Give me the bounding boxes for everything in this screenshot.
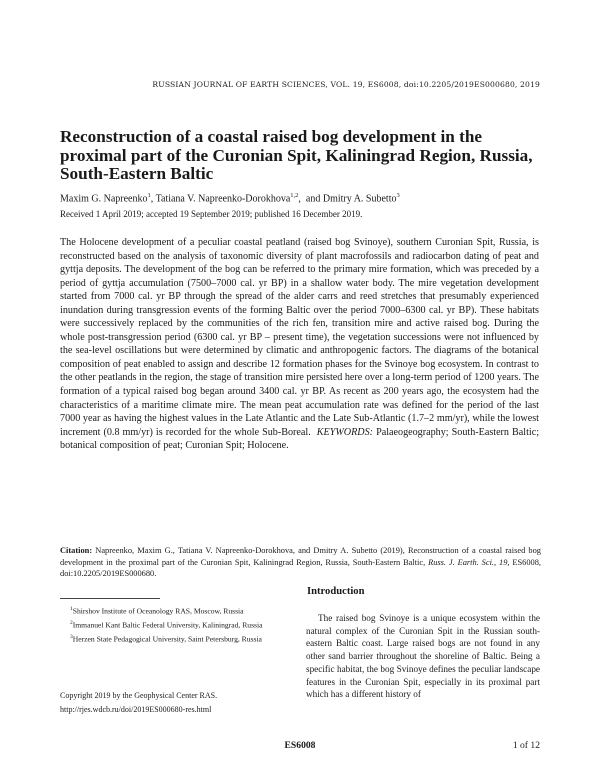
copyright-text: Copyright 2019 by the Geophysical Center RAS.	[60, 691, 218, 700]
author-affiliation-mark: 3	[396, 192, 400, 199]
citation-tail: ES6008, doi:10.2205/2019ES000680.	[60, 557, 542, 579]
footnote	[60, 632, 294, 645]
author-conjunction: and	[305, 193, 321, 205]
footnote	[60, 618, 294, 631]
footnote	[60, 604, 294, 617]
introduction-text: The raised bog Svinoye is a unique ecosystem within the natural complex of the Curonian Spit in the Russian south-eastern Baltic coast. Large raised bogs are not found in any other sand barrier throughout the shoreline of Baltic. Being a specific habitat, the bog Svinoye defines the peculiar landscape features in the Curonian Spit, especially in its proximal part which has a different history of	[306, 613, 540, 700]
received-dates: Received 1 April 2019; accepted 19 September 2019; published 16 December 2019.	[60, 209, 363, 219]
footnote-mark: 1	[70, 606, 73, 612]
abstract-text: The Holocene development of a peculiar coastal peatland (raised bog Svinoye), southern Curonian Spit, Russia, is reconstructed based on the analysis of taxonomic diversity of plant macrofossils and radiocarbon dating of peat and gyttja deposits. The development of the bog can be referred to the primary mire formation, which was preceded by a period of gyttja accumulation (7500–7000 cal. yr BP) in a shallow water body. The mire vegetation development started from 7000 cal. yr BP through the spread of the alder carrs and reed stretches that presumably experienced inundation during transgression events of the forming Baltic over the period 7000–6300 cal. yr BP). These habitats were successively replaced by the communities of the rich fen, transition mire and active raised bog. During the whole post-transgression period (6300 cal. yr BP – present time), the vegetation successions were not influenced by the sea-level oscillations but were determined by climatic and anthropogenic factors. The diagrams of the botanical composition of peat enabled to assign and describe 12 formation phases for the Svinoye bog ecosystem. In contrast to the other peatlands in the region, the stage of transition mire persisted here over a long-term period of 1200 years. The formation of a typical raised bog began around 3400 cal. yr BP. As recent as 200 years ago, the ecosystem had the characteristics of a maritime climate mire. The mean peat accumulation rate was defined for the period of the last 7000 year as having the highest values in the Late Atlantic and the Late Sub-Atlantic (1.7–2 mm/yr), while the lowest increment (0.8 mm/yr) is recorded for the whole Sub-Boreal.	[60, 237, 539, 438]
footnote-text: Herzen State Pedagogical University, Saint Petersburg, Russia	[72, 634, 262, 644]
author-name: Tatiana V. Napreenko-Dorokhova	[155, 193, 291, 205]
running-head: RUSSIAN JOURNAL OF EARTH SCIENCES, VOL. 19, ES6008, doi:10.2205/2019ES000680, 2019	[152, 80, 540, 89]
footnote-text: Shirshov Institute of Oceanology RAS, Moscow, Russia	[72, 606, 244, 616]
author-affiliation-mark: 1,2	[290, 192, 299, 199]
paper-title: Reconstruction of a coastal raised bog development in the proximal part of the Curonian Spit, Kaliningrad Region, Russia, South-Eastern Baltic	[60, 127, 533, 183]
section-heading-introduction: Introduction	[307, 586, 365, 597]
citation-journal: Russ. J. Earth. Sci., 19,	[428, 557, 510, 567]
footnote-rule	[60, 598, 160, 599]
abstract	[60, 236, 539, 453]
copyright-block	[60, 689, 300, 717]
author-separator: ,	[150, 193, 154, 205]
author-affiliation-mark: 1	[147, 192, 151, 199]
keywords-label: KEYWORDS:	[316, 426, 374, 438]
keywords-text: Palaeogeography; South-Eastern Baltic; botanical composition of peat; Curonian Spit; Holocene.	[60, 426, 540, 452]
author-name: Dmitry A. Subetto	[322, 193, 397, 205]
footer-page-number: 1 of 12	[512, 740, 540, 751]
footnote-mark: 2	[70, 619, 73, 626]
author-list	[60, 192, 550, 204]
citation-text: Napreenko, Maxim G., Tatiana V. Napreenko-Dorokhova, and Dmitry A. Subetto (2019), Reconstruction of a coastal raised bog development in the proximal part of the Curonian Spit, Kaliningrad Region, Russia, South-Eastern Baltic,	[60, 546, 541, 567]
footer-article-id: ES6008	[284, 740, 316, 751]
author-separator: ,	[298, 193, 301, 205]
citation	[60, 545, 541, 580]
article-url[interactable]: http://rjes.wdcb.ru/doi/2019ES000680-res.html	[60, 705, 212, 714]
citation-label: Citation:	[60, 546, 93, 555]
author-name: Maxim G. Napreenko	[60, 193, 148, 205]
affiliation-footnotes	[60, 604, 294, 646]
footnote-text: Immanuel Kant Baltic Federal University, Kaliningrad, Russia	[72, 620, 263, 630]
footnote-mark: 3	[70, 633, 73, 640]
